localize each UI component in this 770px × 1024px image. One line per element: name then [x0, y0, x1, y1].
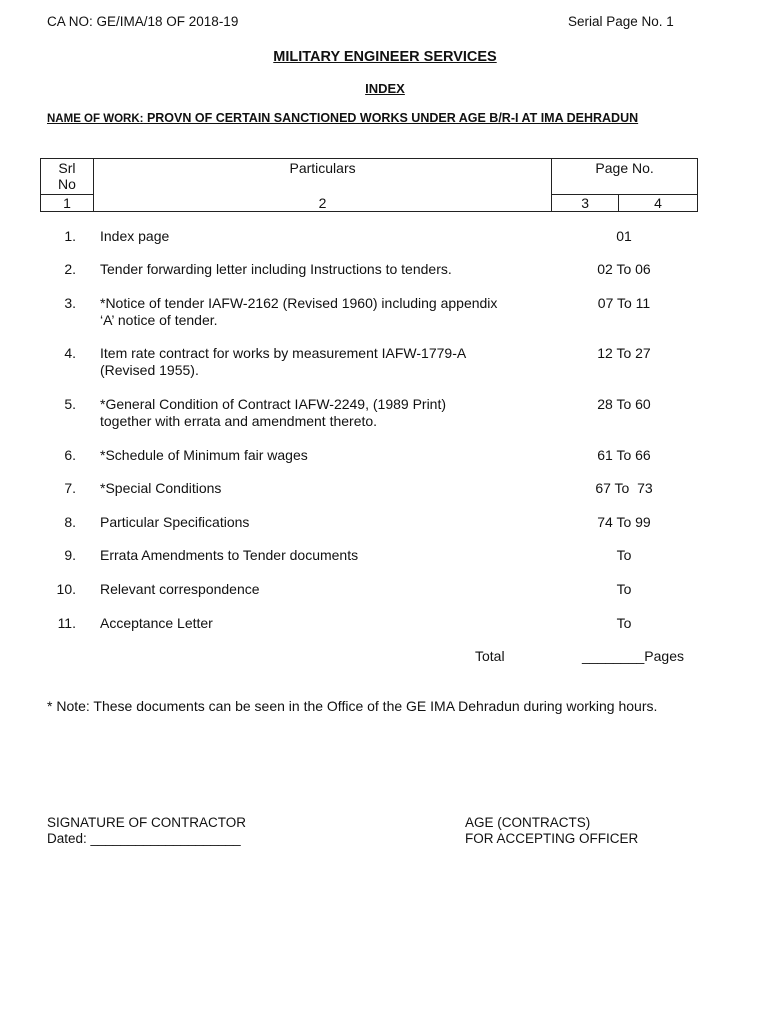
item-particulars: Errata Amendments to Tender documents [100, 547, 359, 563]
item-pages: To [616, 581, 632, 597]
note: * Note: These documents can be seen in the Office of the GE IMA Dehradun during working hours. [47, 698, 658, 714]
accepting-officer-block [465, 815, 638, 847]
col-number-3: 3 [552, 195, 619, 212]
item-pages: To [616, 615, 632, 631]
item-number: 2. [64, 261, 76, 277]
item-particulars: Tender forwarding letter including Instructions to tenders. [100, 261, 452, 277]
col-number-4: 4 [619, 195, 698, 212]
item-pages: 67 To 73 [595, 480, 653, 496]
item-particulars: *Notice of tender IAFW-2162 (Revised 1960) including appendix ‘A’ notice of tender. [100, 295, 498, 328]
document-subtitle: INDEX [365, 81, 405, 96]
item-pages: 61 To 66 [597, 447, 651, 463]
item-pages: 02 To 06 [597, 261, 651, 277]
item-particulars: *General Condition of Contract IAFW-2249, (1989 Print) together with errata and amendment thereto. [100, 396, 447, 429]
item-number: 9. [64, 547, 76, 563]
item-particulars: Index page [100, 228, 170, 244]
col-number-2: 2 [93, 195, 551, 212]
index-table-header [40, 158, 698, 212]
item-number: 5. [64, 396, 76, 412]
item-number: 4. [64, 345, 76, 361]
item-pages: 01 [616, 228, 632, 244]
item-number: 10. [56, 581, 76, 597]
item-pages: 28 To 60 [597, 396, 651, 412]
name-of-work-label: NAME OF WORK: [47, 113, 144, 125]
serial-page-number: Serial Page No. 1 [568, 14, 674, 29]
item-particulars: Item rate contract for works by measurement IAFW-1779-A (Revised 1955). [100, 345, 467, 378]
item-number: 3. [64, 295, 76, 311]
item-particulars: Relevant correspondence [100, 581, 260, 597]
item-particulars: *Special Conditions [100, 480, 222, 496]
item-pages: To [616, 547, 632, 563]
item-particulars: Acceptance Letter [100, 615, 213, 631]
srl-label: Srl [58, 160, 76, 176]
item-pages: 12 To 27 [597, 345, 651, 361]
item-particulars: *Schedule of Minimum fair wages [100, 447, 308, 463]
item-pages: 74 To 99 [597, 514, 651, 530]
col-number-1: 1 [41, 195, 94, 212]
accepting-officer-label: FOR ACCEPTING OFFICER [465, 831, 639, 846]
name-of-work-value: PROVN OF CERTAIN SANCTIONED WORKS UNDER AGE B/R-I AT IMA DEHRADUN [143, 111, 639, 125]
total-pages: ________Pages [582, 648, 684, 664]
item-number: 8. [64, 514, 76, 530]
contractor-signature-block [47, 815, 246, 847]
item-particulars: Particular Specifications [100, 514, 250, 530]
item-number: 7. [64, 480, 76, 496]
document-title: MILITARY ENGINEER SERVICES [273, 49, 497, 65]
particulars-header: Particulars [93, 159, 551, 195]
age-contracts-label: AGE (CONTRACTS) [465, 815, 591, 830]
page-no-header: Page No. [552, 159, 698, 195]
name-of-work [47, 111, 638, 125]
dated-line: Dated: ____________________ [47, 831, 241, 846]
srl-no-header [41, 159, 94, 195]
item-number: 1. [64, 228, 76, 244]
item-number: 6. [64, 447, 76, 463]
contractor-signature-label: SIGNATURE OF CONTRACTOR [47, 815, 247, 830]
ca-number: CA NO: GE/IMA/18 OF 2018-19 [47, 14, 239, 29]
total-label: Total [475, 648, 505, 664]
no-label: No [58, 176, 76, 192]
item-pages: 07 To 11 [597, 295, 651, 311]
item-number: 11. [57, 615, 76, 631]
